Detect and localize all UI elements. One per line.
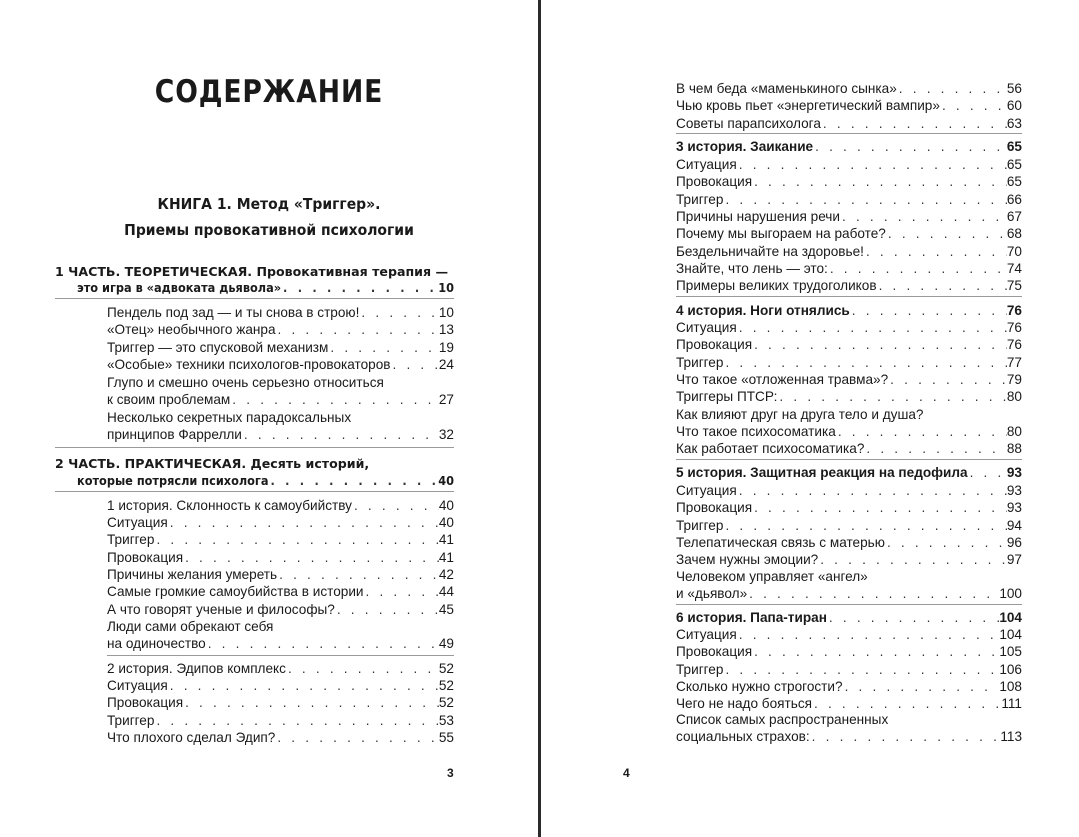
leader-dots xyxy=(864,440,1007,457)
leader-dots xyxy=(737,319,1007,336)
toc-page: 52 xyxy=(438,678,454,693)
toc-page: 80 xyxy=(1006,389,1022,405)
toc-entry[interactable] xyxy=(107,583,454,600)
section-divider xyxy=(107,655,454,656)
toc-page: 100 xyxy=(999,586,1022,601)
toc-label-line1: Как влияют друг на друга тело и душа? xyxy=(676,407,924,422)
leader-dots xyxy=(818,551,1007,568)
toc-page: 88 xyxy=(1006,441,1022,456)
toc-page: 93 xyxy=(1006,465,1022,480)
leader-dots xyxy=(737,626,1000,643)
toc-entry-farrelli[interactable] xyxy=(107,426,454,443)
toc-entry[interactable] xyxy=(676,661,1022,678)
leader-dots xyxy=(827,609,999,626)
leader-dots xyxy=(723,191,1006,208)
page-number: 3 xyxy=(447,766,454,780)
toc-label: которые потрясли психолога xyxy=(77,473,269,488)
toc-entry-story1[interactable] xyxy=(107,497,454,514)
toc-entry[interactable] xyxy=(676,208,1022,225)
leader-dots xyxy=(888,371,1007,388)
toc-entry[interactable] xyxy=(676,517,1022,534)
leader-dots xyxy=(183,549,439,566)
toc-page: 63 xyxy=(1006,115,1022,131)
toc-entry-story5[interactable] xyxy=(676,464,1022,481)
leader-dots xyxy=(886,225,1007,242)
toc-entry[interactable] xyxy=(676,243,1022,260)
leader-dots xyxy=(391,356,439,373)
toc-page: 96 xyxy=(1006,534,1022,550)
toc-page: 52 xyxy=(438,695,454,711)
toc-page: 65 xyxy=(1006,174,1022,190)
leader-dots xyxy=(230,391,439,408)
toc-entry[interactable] xyxy=(676,371,1022,388)
toc-label: принципов Фаррелли xyxy=(107,427,242,442)
toc-entry[interactable] xyxy=(676,173,1022,190)
leader-dots xyxy=(828,260,1007,277)
toc-page: 104 xyxy=(999,610,1022,625)
toc-entry-story3[interactable] xyxy=(676,138,1022,155)
toc-page: 55 xyxy=(438,729,454,745)
toc-entry[interactable] xyxy=(676,695,1022,712)
toc-entry-story4[interactable] xyxy=(676,302,1022,319)
toc-label: Ситуация xyxy=(107,678,168,693)
toc-label: Триггер xyxy=(676,517,724,533)
toc-entry-story2[interactable] xyxy=(107,660,454,677)
toc-label: 6 история. Папа-тиран xyxy=(676,610,827,625)
leader-dots xyxy=(968,464,1007,481)
leader-dots xyxy=(168,514,439,531)
leader-dots xyxy=(154,531,438,548)
toc-label: Причины нарушения речи xyxy=(676,208,840,224)
leader-dots xyxy=(864,243,1007,260)
toc-label: Самые громкие самоубийства в истории xyxy=(107,584,364,600)
toc-entry-part1[interactable] xyxy=(77,279,454,296)
toc-page: 45 xyxy=(438,601,454,617)
toc-page: 97 xyxy=(1006,552,1022,568)
toc-entry[interactable] xyxy=(676,260,1022,277)
toc-entry[interactable] xyxy=(107,304,454,321)
toc-entry[interactable] xyxy=(107,339,454,356)
toc-page: 40 xyxy=(438,515,454,530)
toc-label: Ситуация xyxy=(676,627,737,642)
leader-dots xyxy=(836,423,1007,440)
leader-dots xyxy=(752,643,999,660)
leader-dots xyxy=(723,517,1006,534)
leader-dots xyxy=(154,712,438,729)
toc-label-line1: Люди сами обрекают себя xyxy=(107,619,274,634)
toc-page: 104 xyxy=(999,627,1022,642)
toc-page: 27 xyxy=(438,392,454,407)
toc-entry[interactable] xyxy=(107,566,454,583)
toc-label: Что такое психосоматика xyxy=(676,424,836,439)
toc-label: Причины желания умереть xyxy=(107,566,278,582)
toc-label: 5 история. Защитная реакция на педофила xyxy=(676,465,968,480)
toc-page: 10 xyxy=(438,305,454,320)
toc-entry[interactable] xyxy=(676,482,1022,499)
toc-entry[interactable] xyxy=(676,277,1022,294)
toc-entry[interactable] xyxy=(676,191,1022,208)
toc-page: 80 xyxy=(1006,424,1022,439)
toc-label: Триггер xyxy=(676,661,724,677)
page-gutter xyxy=(538,0,541,837)
toc-label: Что такое «отложенная травма»? xyxy=(676,371,889,387)
leader-dots xyxy=(752,336,1007,353)
leader-dots xyxy=(747,585,999,602)
toc-page: 52 xyxy=(438,661,454,676)
toc-page: 76 xyxy=(1006,303,1022,318)
toc-label: Почему мы выгораем на работе? xyxy=(676,226,886,242)
right-page xyxy=(542,0,1079,837)
leader-dots xyxy=(276,321,439,338)
toc-label: Провокация xyxy=(676,500,753,516)
toc-label: Провокация xyxy=(676,174,753,190)
toc-page: 13 xyxy=(438,322,454,338)
toc-label: Триггеры ПТСР: xyxy=(676,389,778,405)
toc-page: 42 xyxy=(438,566,454,582)
leader-dots xyxy=(335,601,439,618)
leader-dots xyxy=(940,97,1007,114)
toc-label: Триггер xyxy=(676,191,724,207)
toc-label: Бездельничайте на здоровье! xyxy=(676,243,864,259)
toc-entry[interactable] xyxy=(676,156,1022,173)
toc-entry[interactable] xyxy=(107,514,454,531)
toc-entry[interactable] xyxy=(676,551,1022,568)
toc-page: 53 xyxy=(438,712,454,728)
toc-page: 70 xyxy=(1006,243,1022,259)
toc-page: 105 xyxy=(999,644,1022,660)
part2-title-line1: 2 ЧАСТЬ. ПРАКТИЧЕСКАЯ. Десять историй, xyxy=(55,456,370,471)
leader-dots xyxy=(286,660,439,677)
book-heading-line2: Приемы провокативной психологии xyxy=(124,221,414,239)
toc-page: 65 xyxy=(1006,139,1022,154)
toc-label: Провокация xyxy=(107,549,184,565)
toc-page: 40 xyxy=(438,473,454,488)
toc-label: к своим проблемам xyxy=(107,392,231,407)
toc-entry[interactable] xyxy=(107,321,454,338)
toc-label: Зачем нужны эмоции? xyxy=(676,552,819,568)
leader-dots xyxy=(328,339,438,356)
toc-label: Телепатическая связь с матерью xyxy=(676,534,885,550)
toc-label: Советы парапсихолога xyxy=(676,115,821,131)
toc-label: Триггер xyxy=(107,712,155,728)
toc-entry[interactable] xyxy=(676,499,1022,516)
toc-page: 67 xyxy=(1006,208,1022,224)
leader-dots xyxy=(242,426,439,443)
leader-dots xyxy=(275,729,439,746)
toc-page: 41 xyxy=(438,532,454,548)
leader-dots xyxy=(269,472,439,489)
toc-label: Провокация xyxy=(107,695,184,711)
toc-label: В чем беда «маменькиного сынка» xyxy=(676,81,897,96)
leader-dots xyxy=(885,534,1007,551)
toc-entry[interactable] xyxy=(676,643,1022,660)
toc-page: 113 xyxy=(1000,729,1022,744)
toc-page: 75 xyxy=(1006,278,1022,294)
section-divider xyxy=(676,604,1022,605)
section-divider xyxy=(55,298,454,299)
leader-dots xyxy=(281,279,438,296)
toc-page: 44 xyxy=(438,584,454,600)
toc-page: 41 xyxy=(438,549,454,565)
toc-page: 79 xyxy=(1006,371,1022,387)
toc-label: 2 история. Эдипов комплекс xyxy=(107,661,286,676)
toc-entry[interactable] xyxy=(676,115,1022,132)
toc-entry-vliyayut[interactable] xyxy=(676,423,1022,440)
toc-entry[interactable] xyxy=(676,80,1022,97)
toc-entry[interactable] xyxy=(676,534,1022,551)
leader-dots xyxy=(277,566,439,583)
toc-label: 4 история. Ноги отнялись xyxy=(676,303,850,318)
toc-entry[interactable] xyxy=(107,531,454,548)
toc-page: 49 xyxy=(438,636,454,651)
leader-dots xyxy=(359,304,438,321)
toc-page: 40 xyxy=(438,498,454,513)
toc-label: «Отец» необычного жанра xyxy=(107,322,276,338)
toc-label-line1: Человеком управляет «ангел» xyxy=(676,569,868,584)
toc-entry[interactable] xyxy=(107,712,454,729)
toc-label: Триггер xyxy=(676,354,724,370)
toc-page: 76 xyxy=(1006,320,1022,335)
toc-page: 65 xyxy=(1006,157,1022,172)
toc-entry[interactable] xyxy=(676,319,1022,336)
toc-page: 93 xyxy=(1006,483,1022,498)
section-divider xyxy=(55,491,454,492)
toc-page: 24 xyxy=(438,356,454,372)
toc-label: Ситуация xyxy=(107,515,168,530)
toc-label: 1 история. Склонность к самоубийству xyxy=(107,498,352,513)
leader-dots xyxy=(843,678,1000,695)
leader-dots xyxy=(206,635,439,652)
toc-entry-psihosomatika[interactable] xyxy=(676,440,1022,457)
toc-page: 106 xyxy=(999,661,1022,677)
toc-label: «Особые» техники психологов-провокаторов xyxy=(107,356,391,372)
leader-dots xyxy=(840,208,1007,225)
toc-page: 74 xyxy=(1006,260,1022,276)
toc-entry-angel[interactable] xyxy=(676,585,1022,602)
toc-label: Триггер xyxy=(107,532,155,548)
toc-entry-part2[interactable] xyxy=(77,472,454,489)
toc-label: Ситуация xyxy=(676,157,737,172)
toc-entry-story6[interactable] xyxy=(676,609,1022,626)
toc-page: 111 xyxy=(1001,696,1022,712)
section-divider xyxy=(676,133,1022,134)
toc-entry-glupo[interactable] xyxy=(107,391,454,408)
toc-label: Что плохого сделал Эдип? xyxy=(107,729,276,745)
leader-dots xyxy=(183,694,439,711)
leader-dots xyxy=(777,388,1006,405)
toc-label: социальных страхов: xyxy=(676,729,810,744)
toc-page: 68 xyxy=(1006,226,1022,242)
toc-entry-strahi[interactable] xyxy=(676,728,1022,745)
section-divider xyxy=(676,459,1022,460)
toc-entry[interactable] xyxy=(676,626,1022,643)
toc-entry-odinochestvo[interactable] xyxy=(107,635,454,652)
toc-entry[interactable] xyxy=(676,354,1022,371)
toc-page: 66 xyxy=(1006,191,1022,207)
toc-entry[interactable] xyxy=(676,388,1022,405)
page-title: СОДЕРЖАНИЕ xyxy=(154,74,384,110)
toc-page: 77 xyxy=(1006,354,1022,370)
toc-label: Чью кровь пьет «энергетический вампир» xyxy=(676,98,940,114)
toc-page: 108 xyxy=(999,678,1022,694)
toc-entry[interactable] xyxy=(676,225,1022,242)
toc-page: 10 xyxy=(438,280,454,295)
toc-label: Провокация xyxy=(676,644,753,660)
toc-label: Чего не надо бояться xyxy=(676,696,812,712)
page-number: 4 xyxy=(623,766,630,780)
toc-entry[interactable] xyxy=(676,678,1022,695)
toc-label: на одиночество xyxy=(107,636,206,651)
leader-dots xyxy=(752,499,1007,516)
toc-label-line1: Несколько секретных парадоксальных xyxy=(107,410,352,425)
toc-entry[interactable] xyxy=(107,694,454,711)
toc-label: Пендель под зад — и ты снова в строю! xyxy=(107,305,360,320)
toc-label: и «дьявол» xyxy=(676,586,748,601)
leader-dots xyxy=(877,277,1007,294)
leader-dots xyxy=(752,173,1007,190)
toc-page: 94 xyxy=(1006,517,1022,533)
toc-entry[interactable] xyxy=(107,729,454,746)
toc-entry[interactable] xyxy=(107,549,454,566)
leader-dots xyxy=(364,583,439,600)
toc-page: 60 xyxy=(1006,98,1022,114)
section-divider xyxy=(676,296,1022,297)
toc-label: Сколько нужно строгости? xyxy=(676,678,843,694)
toc-page: 76 xyxy=(1006,337,1022,353)
toc-label: Провокация xyxy=(676,337,753,353)
leader-dots xyxy=(813,138,1007,155)
toc-entry[interactable] xyxy=(107,677,454,694)
toc-entry[interactable] xyxy=(107,601,454,618)
toc-entry[interactable] xyxy=(107,356,454,373)
leader-dots xyxy=(810,728,1001,745)
toc-label-line1: Список самых распространенных xyxy=(676,712,889,727)
toc-entry[interactable] xyxy=(676,97,1022,114)
toc-label: Триггер — это спусковой механизм xyxy=(107,339,329,355)
leader-dots xyxy=(812,695,1001,712)
toc-label-line1: Глупо и смешно очень серьезно относиться xyxy=(107,375,384,390)
toc-label: Ситуация xyxy=(676,483,737,498)
toc-entry[interactable] xyxy=(676,336,1022,353)
left-page xyxy=(0,0,538,837)
toc-label: Знайте, что лень — это: xyxy=(676,260,828,276)
leader-dots xyxy=(723,661,999,678)
leader-dots xyxy=(168,677,439,694)
section-divider xyxy=(55,447,454,448)
leader-dots xyxy=(352,497,439,514)
toc-page: 56 xyxy=(1006,81,1022,96)
leader-dots xyxy=(737,156,1007,173)
toc-page: 32 xyxy=(438,427,454,442)
toc-page: 93 xyxy=(1006,500,1022,516)
part1-title-line1: 1 ЧАСТЬ. ТЕОРЕТИЧЕСКАЯ. Провокативная терапия — xyxy=(55,264,449,279)
toc-label: А что говорят ученые и философы? xyxy=(107,601,335,617)
toc-label: Ситуация xyxy=(676,320,737,335)
leader-dots xyxy=(821,115,1007,132)
toc-label: Как работает психосоматика? xyxy=(676,441,865,456)
leader-dots xyxy=(737,482,1007,499)
leader-dots xyxy=(723,354,1006,371)
book-heading-line1: КНИГА 1. Метод «Триггер». xyxy=(157,195,381,213)
toc-label: Примеры великих трудоголиков xyxy=(676,278,877,294)
toc-page: 19 xyxy=(438,339,454,355)
leader-dots xyxy=(897,80,1007,97)
leader-dots xyxy=(850,302,1007,319)
toc-label: 3 история. Заикание xyxy=(676,139,814,154)
toc-label: это игра в «адвоката дьявола» xyxy=(77,280,282,295)
